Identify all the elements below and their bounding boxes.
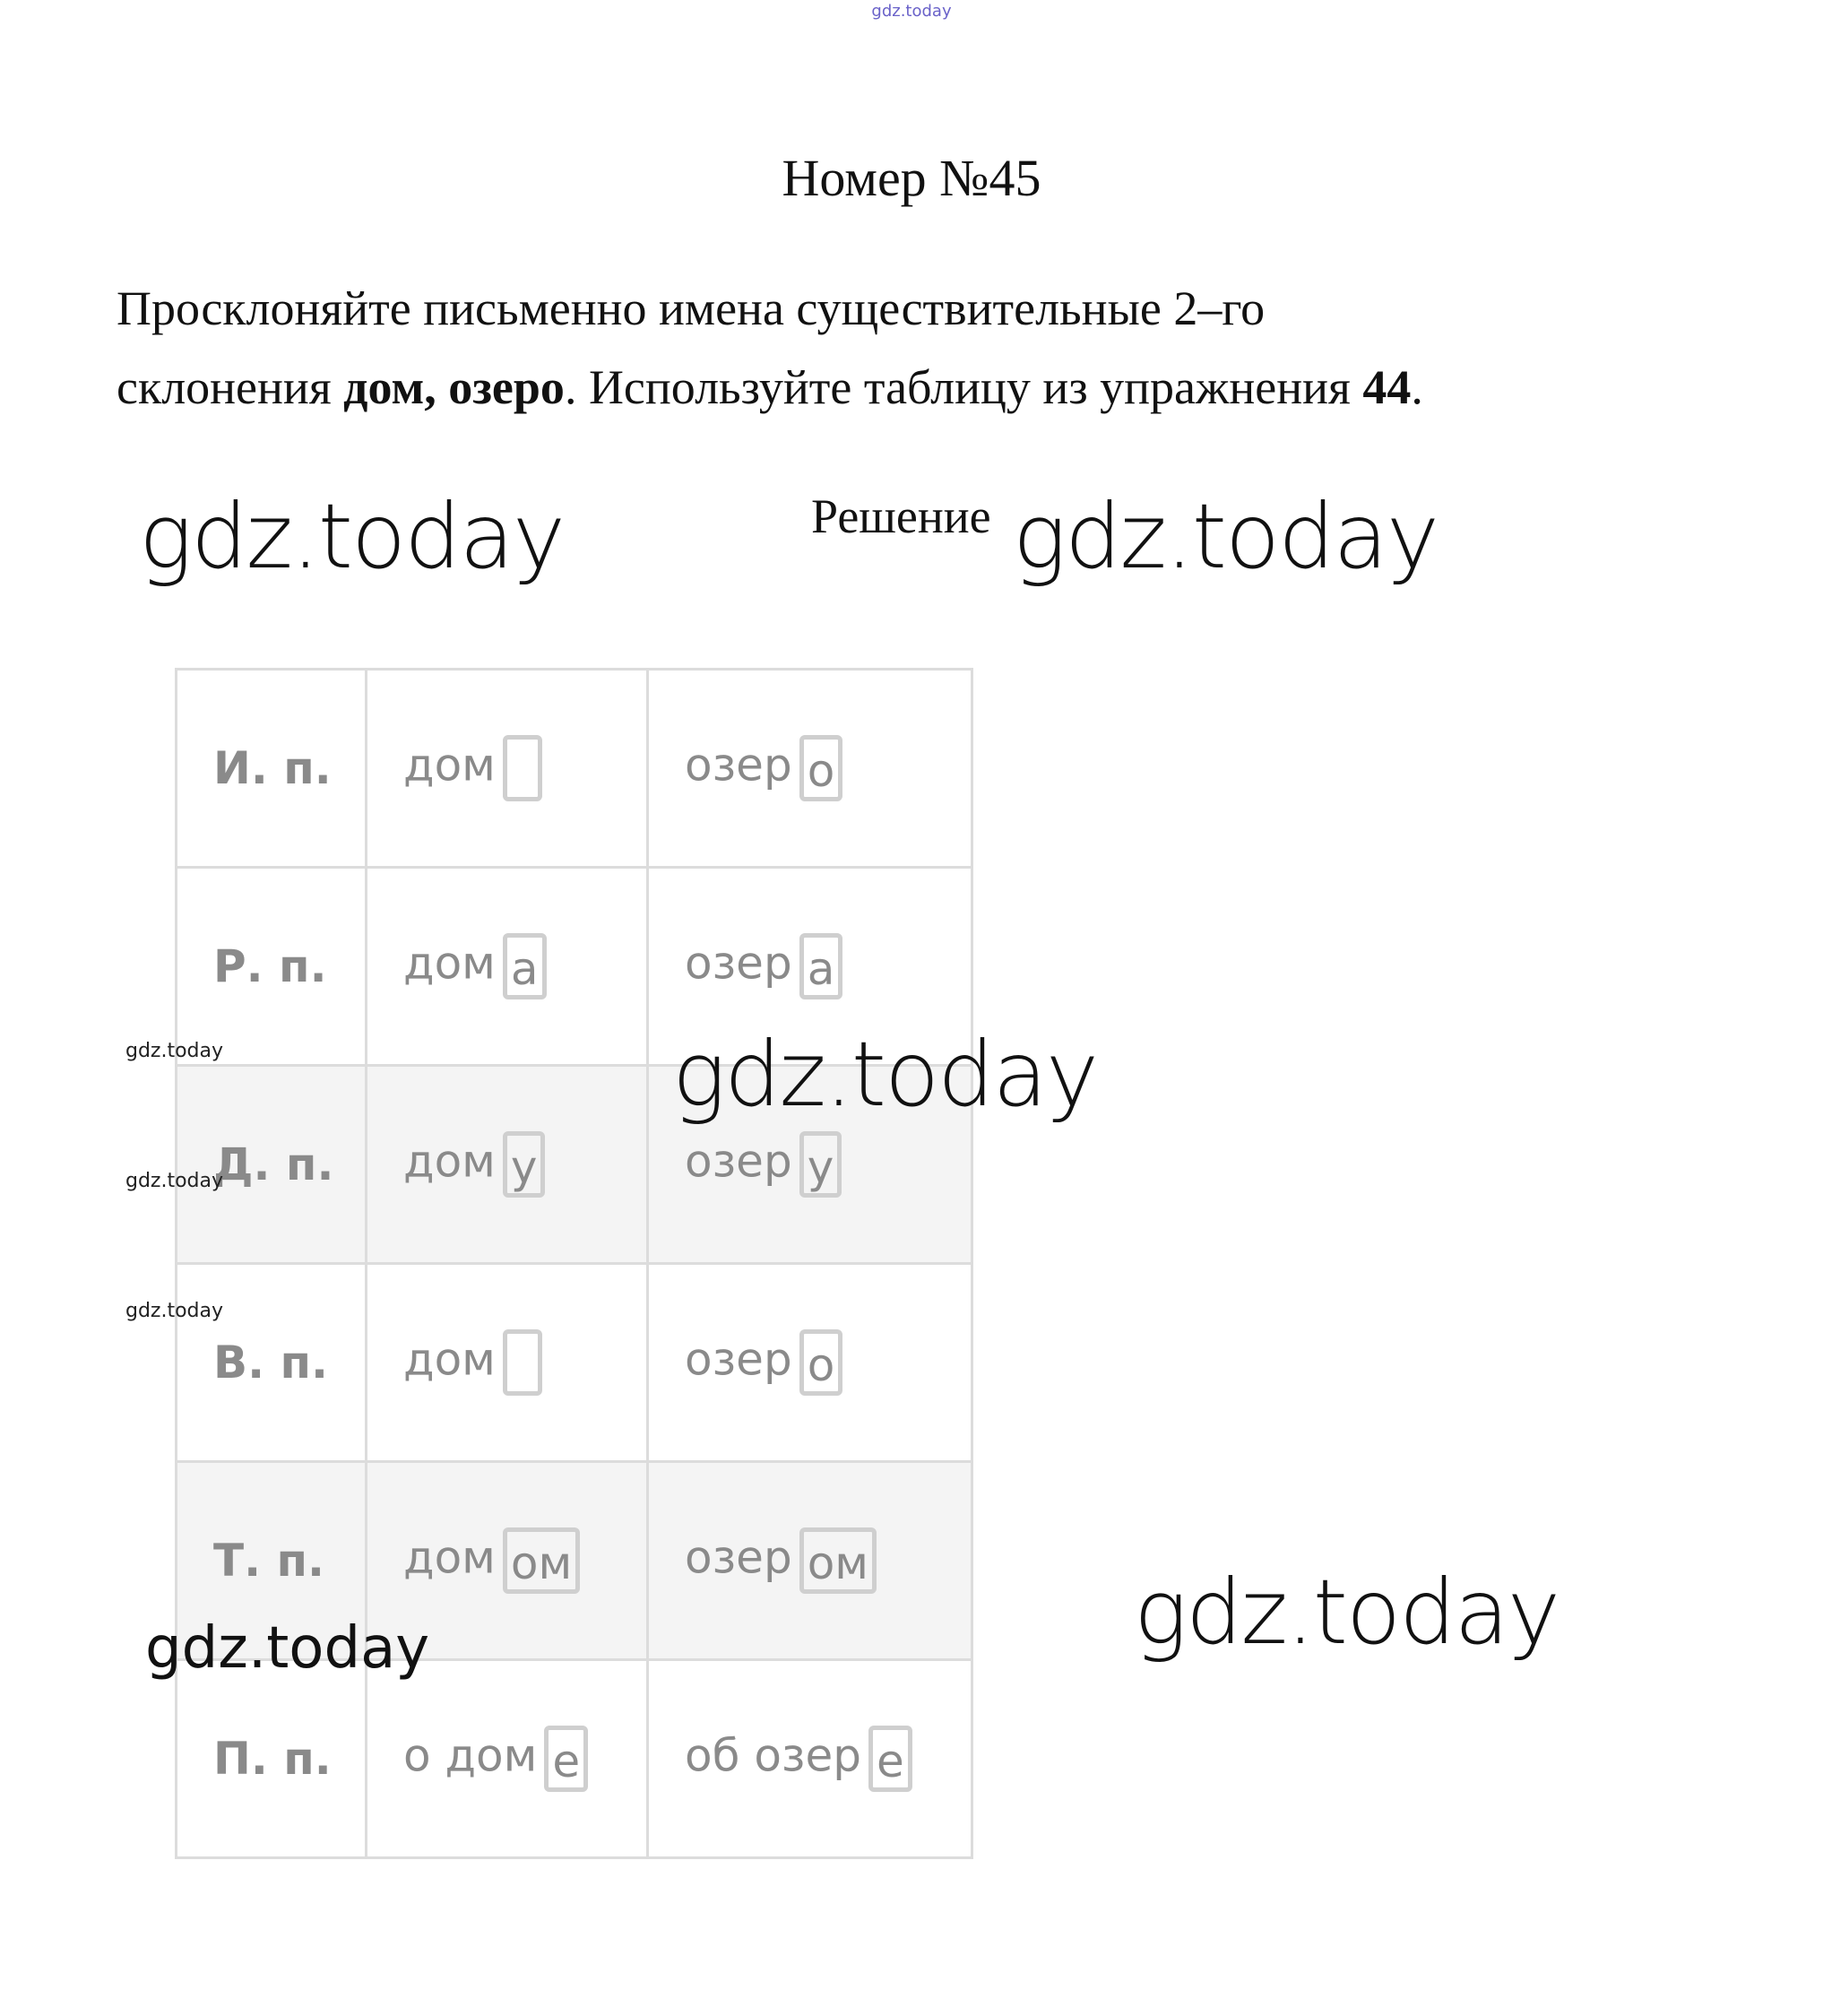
word-stem: озер xyxy=(685,1135,792,1188)
word-stem: дом xyxy=(403,1135,496,1188)
page-title: Номер №45 xyxy=(782,149,1041,207)
task-line-2-mid: . Используйте таблицу из упражнения xyxy=(564,360,1363,414)
word-stem: дом xyxy=(403,937,496,990)
task-line-2-end: . xyxy=(1411,360,1423,414)
ending-box xyxy=(503,735,542,801)
word-stem: о дом xyxy=(403,1729,538,1782)
word-cell xyxy=(367,670,648,868)
watermark-medium: gdz.today xyxy=(145,1615,430,1682)
top-watermark: gdz.today xyxy=(871,2,952,21)
watermark-large: gdz.today xyxy=(1134,1560,1559,1665)
ending-box: а xyxy=(799,933,843,999)
ending-box xyxy=(503,1329,542,1396)
ending-box: ом xyxy=(799,1527,877,1594)
task-line-2 xyxy=(117,348,1748,427)
word-stem: дом xyxy=(403,739,496,792)
word-cell xyxy=(367,1066,648,1264)
word-stem: озер xyxy=(685,1531,792,1584)
word-cell xyxy=(648,670,972,868)
watermark-large: gdz.today xyxy=(1013,484,1439,589)
word-stem: озер xyxy=(685,937,792,990)
ending-box: у xyxy=(799,1131,842,1198)
case-cell: В. п. xyxy=(177,1264,367,1462)
word-stem: озер xyxy=(685,739,792,792)
task-line-1: Просклоняйте письменно имена существительные 2–го xyxy=(117,281,1266,335)
watermark-small: gdz.today xyxy=(125,1170,224,1192)
solution-label: Решение xyxy=(811,489,991,543)
ending-box: ом xyxy=(503,1527,580,1594)
case-cell: Д. п. xyxy=(177,1066,367,1264)
exercise-number: 44 xyxy=(1362,360,1412,414)
ending-box: а xyxy=(503,933,547,999)
task-words: дом, озеро xyxy=(343,360,565,414)
ending-box: о xyxy=(799,735,843,801)
table-row xyxy=(177,670,972,868)
ending-box: у xyxy=(503,1131,546,1198)
ending-box: е xyxy=(544,1726,588,1792)
word-cell xyxy=(648,1660,972,1858)
watermark-small: gdz.today xyxy=(125,1300,224,1322)
task-text xyxy=(117,269,1748,427)
watermark-large: gdz.today xyxy=(139,484,565,589)
word-stem: об озер xyxy=(685,1729,861,1782)
ending-box: е xyxy=(868,1726,912,1792)
word-cell xyxy=(367,868,648,1066)
watermark-large: gdz.today xyxy=(672,1022,1098,1127)
table-row xyxy=(177,1264,972,1462)
word-cell xyxy=(367,1264,648,1462)
case-cell: Т. п. xyxy=(177,1462,367,1660)
ending-box: о xyxy=(799,1329,843,1396)
word-cell xyxy=(648,1264,972,1462)
case-cell: И. п. xyxy=(177,670,367,868)
table-row xyxy=(177,1660,972,1858)
word-cell xyxy=(367,1660,648,1858)
case-cell: Р. п. xyxy=(177,868,367,1066)
word-cell xyxy=(648,1462,972,1660)
watermark-small: gdz.today xyxy=(125,1040,224,1062)
word-stem: дом xyxy=(403,1531,496,1584)
task-line-2-start: склонения xyxy=(117,360,344,414)
case-cell: П. п. xyxy=(177,1660,367,1858)
word-stem: озер xyxy=(685,1333,792,1386)
word-stem: дом xyxy=(403,1333,496,1386)
